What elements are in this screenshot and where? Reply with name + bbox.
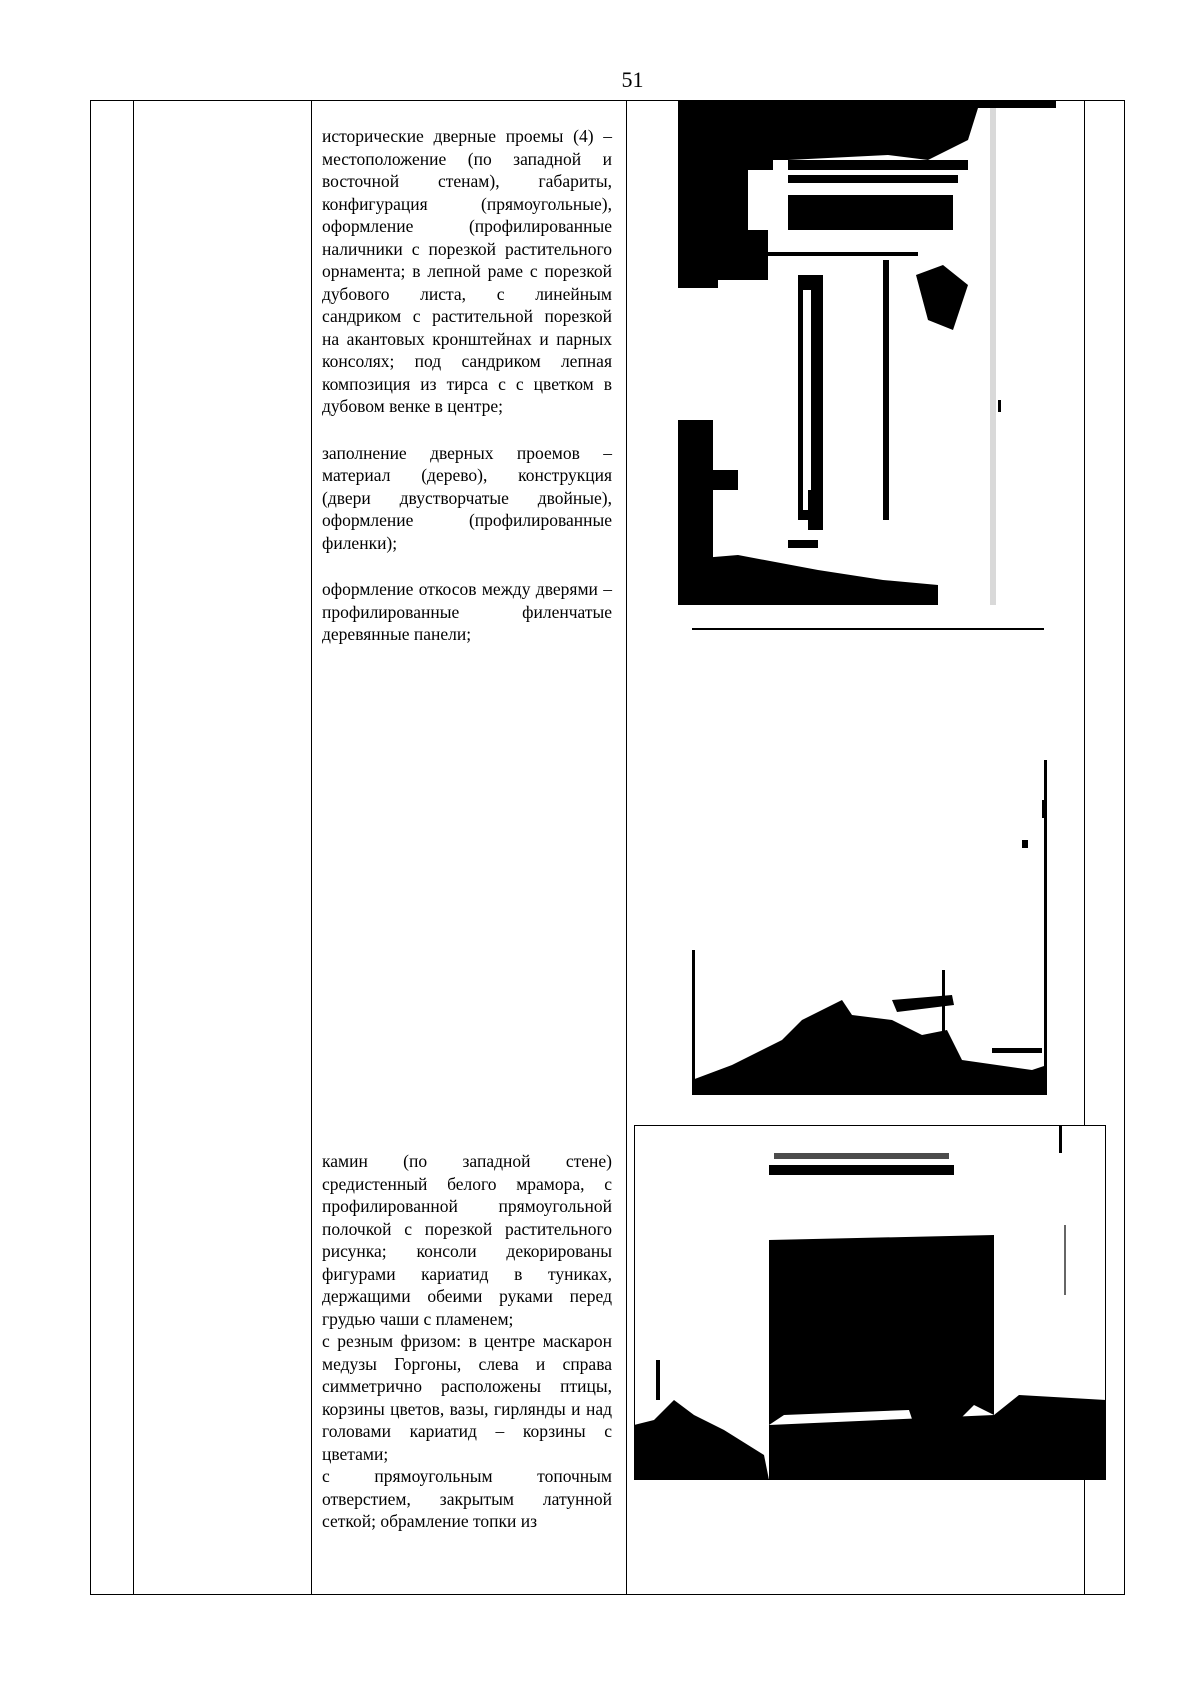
column-divider — [311, 101, 312, 1594]
doorway-description — [322, 125, 612, 670]
doorway-lower-photo-icon — [692, 760, 1047, 1095]
photo-separator-line — [692, 628, 1044, 630]
column-divider — [626, 101, 627, 1594]
paragraph-door-reveals: оформление откосов между дверями – профилированные филенчатые деревянные панели; — [322, 579, 612, 644]
doorway-photo-icon — [678, 100, 1056, 605]
paragraph-fireplace: камин (по западной стене) средистенный белого мрамора, с профилированной прямоугольной полочкой с порезкой растительного рисунка; консоли декорированы фигурами кариатид в туниках, держащими обеими руками перед грудью чаши с пламенем; — [322, 1151, 612, 1329]
fireplace-photo-icon — [634, 1125, 1106, 1480]
page-number: 51 — [621, 67, 644, 92]
paragraph-firebox: с прямоугольным топочным отверстием, закрытым латунной сеткой; обрамление топки из — [322, 1466, 612, 1531]
paragraph-doorways: исторические дверные проемы (4) – местоположение (по западной и восточной стенам), габариты, конфигурация (прямоугольные), оформление (профилированные наличники с порезкой растительного орнамента; в лепной раме с порезкой дубового листа, с линейным сандриком с растительной порезкой на акантовых кронштейнах и парных консолях; под сандриком лепная композиция из тирса с с цветком в дубовом венке в центре; — [322, 126, 612, 416]
paragraph-door-fill: заполнение дверных проемов – материал (дерево), конструкция (двери двустворчатые двойные), оформление (профилированные филенки); — [322, 442, 612, 553]
paragraph-frieze: с резным фризом: в центре маскарон медузы Горгоны, слева и справа симметрично расположены птицы, корзины цветов, вазы, гирлянды и над головами кариатид – корзины с цветами; — [322, 1331, 612, 1464]
column-divider — [133, 101, 134, 1594]
fireplace-description — [322, 1150, 612, 1533]
